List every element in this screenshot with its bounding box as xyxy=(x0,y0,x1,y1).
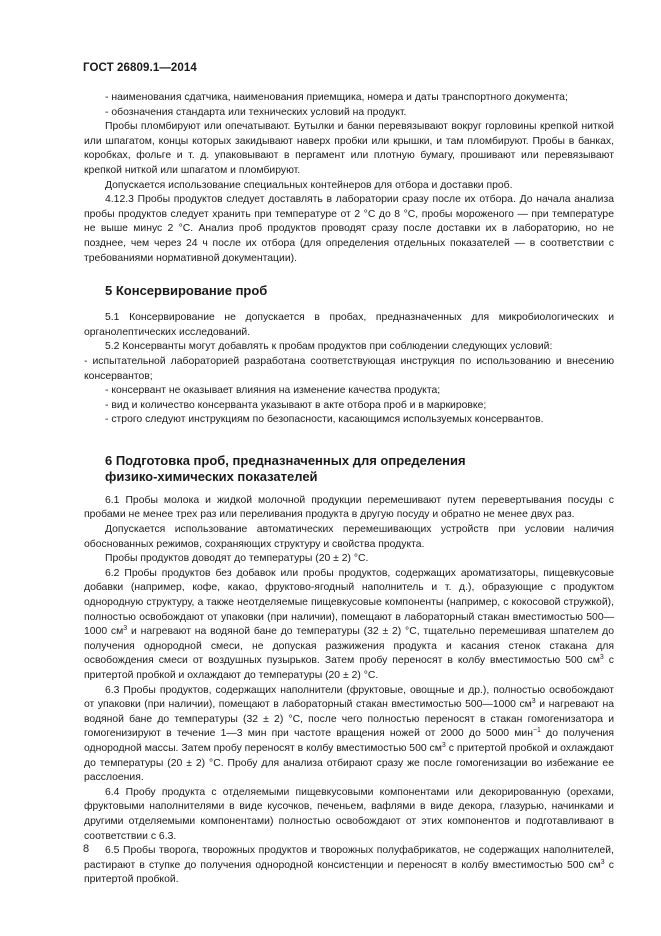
clause-6-1-temperature: Пробы продуктов доводят до температуры (20 ± 2) °С. xyxy=(105,553,369,565)
intro-paragraph-sealing: Пробы пломбируют или опечатывают. Бутылки и банки перевязывают вокруг горловины крепкой ниткой или шпагатом, концы которых закидывают наверх пробки или крышки, и там пломбируют. Пробы в банках, коробках, фольге и т. д. упаковывают в пергамент или плотную бумагу, прошивают или перевязывают крепкой ниткой или шпагатом и пломбируют. xyxy=(84,121,614,176)
clause-5-2: 5.2 Консерванты могут добавлять к пробам продуктов при соблюдении следующих условий: xyxy=(105,341,553,353)
document-body xyxy=(84,91,614,888)
section-5-list-item-3: - вид и количество консерванта указывают в акте отбора проб и в маркировке; xyxy=(105,399,487,411)
section-6-title-line-1: 6 Подготовка проб, предназначенных для определения xyxy=(105,452,466,468)
clause-4-12-3: 4.12.3 Пробы продуктов следует доставлять в лаборатории сразу после их отбора. До начала анализа пробы продуктов следует хранить при температуре от 2 °С до 8 °С, пробы мороженого — при температуре не выше минус 2 °С. Анализ проб продуктов проводят сразу после доставки их в лабораторию, но не позднее, чем через 24 ч после их отбора (для определения отдельных показателей — в соответствии с требованиями нормативной документации). xyxy=(84,194,614,264)
document-header: ГОСТ 26809.1—2014 xyxy=(83,62,197,74)
section-6-title-line-2: физико-химических показателей xyxy=(105,468,318,484)
section-5-list-item-2: - консервант не оказывает влияния на изменение качества продукта; xyxy=(105,385,441,397)
clause-6-5: 6.5 Пробы творога, творожных продуктов и творожных полуфабрикатов, не содержащих наполнителей, растирают в ступке до получения однородной консистенции и переносят в колбу вместимостью 500 $см^3$ с притертой пробкой. xyxy=(84,845,614,886)
section-5-list-item-4: - строго следуют инструкциям по безопасности, касающимся используемых консервантов. xyxy=(105,414,544,426)
clause-6-2: 6.2 Пробы продуктов без добавок или пробы продуктов, содержащих ароматизаторы, пищевкусовые добавки (например, кофе, какао, фруктово-ягодный наполнитель и т. д.), образующие с продуктом однородную структуру, а также неотделяемые пищевкусовые компоненты (например, с кокосовой стружкой), полностью освобождают от упаковки (при наличии), помещают в лабораторный стакан вместимостью 500—1000 $см^3$ и нагревают на водяной бане до температуры (32 ± 2) °С, тщательно перемешивая шпателем до получения однородной смеси, не допуская разжижения продукта и касания стенок стакана для освобождения смеси от воздушных пузырьков. Затем пробу переносят в колбу вместимостью 500 $см^3$ с притертой пробкой и охлаждают до температуры (20 ± 2) °С. xyxy=(84,567,614,681)
clause-6-4: 6.4 Пробу продукта с отделяемыми пищевкусовыми компонентами или декорированную (орехами, фруктовыми наполнителями в виде кусочков, печеньем, вафлями в виде декора, глазурью, начинками и другими отделяемыми компонентами) полностью освобождают от этих компонентов и подготавливают в соответствии с 6.3. xyxy=(84,786,614,842)
section-5-list-item-1: - испытательной лабораторией разработана соответствующая инструкция по использованию и внесению консервантов; xyxy=(84,355,614,382)
clause-6-3: 6.3 Пробы продуктов, содержащих наполнители (фруктовые, овощные и др.), полностью освобождают от упаковки (при наличии), помещают в лабораторный стакан вместимостью 500—1000 $см^3$ и нагревают на водяной бане до температуры (32 ± 2) °С, после чего полностью переносят в стакан гомогенизатора и гомогенизируют в течение 1—3 мин при частоте вращения ножей от 2000 до 5000 мин$^{-1}$ до получения однородной массы. Затем пробу переносят в колбу вместимостью 500 $см^3$ с притертой пробкой и охлаждают до температуры (20 ± 2) °С. Пробу для анализа отбирают сразу же после гомогенизации во избежание ее расслоения. xyxy=(84,684,614,784)
intro-paragraph-containers: Допускается использование специальных контейнеров для отбора и доставки проб. xyxy=(105,179,513,191)
page-number: 8 xyxy=(83,843,90,855)
clause-6-1-automatic-mixing: Допускается использование автоматических перемешивающих устройств при условии наличия обоснованных режимов, сохраняющих структуру и свойства продукта. xyxy=(84,524,614,550)
clause-5-1: 5.1 Консервирование не допускается в пробах, предназначенных для микробиологических и органолептических исследований. xyxy=(84,312,614,338)
section-5-title: 5 Консервирование проб xyxy=(105,283,268,299)
clause-6-1: 6.1 Пробы молока и жидкой молочной продукции перемешивают путем перевертывания посуды с пробами не менее трех раз или переливания продукта в другую посуду и обратно не менее двух раз. xyxy=(84,494,614,521)
intro-list-item-1: - наименования сдатчика, наименования приемщика, номера и даты транспортного документа; xyxy=(105,92,568,103)
intro-list-item-2: - обозначения стандарта или технических условий на продукт. xyxy=(105,106,407,118)
